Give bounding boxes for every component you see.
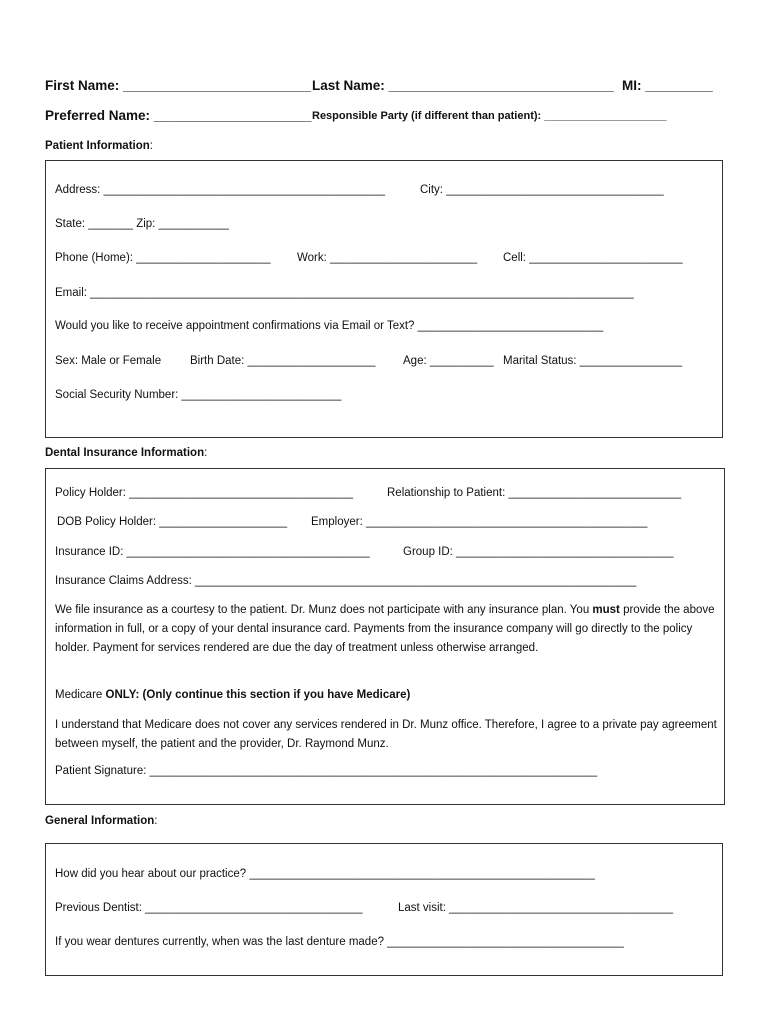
dental-info-heading-colon: : <box>204 447 208 459</box>
ssn-field[interactable]: Social Security Number: _________________________ <box>55 389 342 401</box>
hear-about-field[interactable]: How did you hear about our practice? ______________________________________________________ <box>55 868 595 880</box>
courtesy-paragraph <box>55 601 717 658</box>
age-field[interactable]: Age: __________ <box>403 355 494 367</box>
city-field[interactable]: City: __________________________________ <box>420 184 664 196</box>
group-id-field[interactable]: Group ID: __________________________________ <box>403 546 674 558</box>
dentures-field[interactable]: If you wear dentures currently, when was the last denture made? _____________________________________ <box>55 936 624 948</box>
mi-field[interactable]: MI: _________ <box>622 78 713 93</box>
general-info-heading <box>45 815 157 827</box>
responsible-party-field[interactable]: Responsible Party (if different than patient): ____________________ <box>312 110 667 122</box>
birth-date-field[interactable]: Birth Date: ____________________ <box>190 355 376 367</box>
first-name-field[interactable]: First Name: _________________________ <box>45 78 311 93</box>
work-phone-field[interactable]: Work: _______________________ <box>297 252 478 264</box>
dob-policy-holder-field[interactable]: DOB Policy Holder: ____________________ <box>57 516 288 528</box>
patient-info-heading-colon: : <box>149 140 153 152</box>
claims-address-field[interactable]: Insurance Claims Address: _____________________________________________________________________ <box>55 575 637 587</box>
general-info-heading-text: General Information <box>45 815 155 827</box>
medicare-heading <box>55 689 410 701</box>
last-name-field[interactable]: Last Name: ______________________________ <box>312 78 614 93</box>
courtesy-must: must <box>592 604 620 616</box>
medicare-paragraph: I understand that Medicare does not cover any services rendered in Dr. Munz office. Therefore, I agree to a private pay agreement between myself, the patient and the provider, Dr. Raymond Munz. <box>55 719 717 750</box>
dental-info-heading <box>45 447 207 459</box>
courtesy-text-2: provide the above information in full, or a copy of your dental insurance card. Payments from the insurance company will go directly to the policy holder. Payment for services rendered are due the day of treatment unless otherwise arranged. <box>55 604 715 654</box>
marital-status-field[interactable]: Marital Status: ________________ <box>503 355 683 367</box>
preferred-name-field[interactable]: Preferred Name: _____________________ <box>45 108 312 123</box>
relationship-field[interactable]: Relationship to Patient: ___________________________ <box>387 487 682 499</box>
medicare-only-note: ONLY: (Only continue this section if you have Medicare) <box>105 689 411 701</box>
insurance-id-field[interactable]: Insurance ID: ______________________________________ <box>55 546 370 558</box>
patient-signature-field[interactable]: Patient Signature: ______________________________________________________________________ <box>55 765 598 777</box>
general-info-heading-colon: : <box>154 815 158 827</box>
previous-dentist-field[interactable]: Previous Dentist: __________________________________ <box>55 902 363 914</box>
dental-info-heading-text: Dental Insurance Information <box>45 447 205 459</box>
address-field[interactable]: Address: ____________________________________________ <box>55 184 385 196</box>
confirmations-field[interactable]: Would you like to receive appointment confirmations via Email or Text? _____________________________ <box>55 320 604 332</box>
courtesy-text-1: We file insurance as a courtesy to the patient. Dr. Munz does not participate with any insurance plan. You <box>55 604 593 616</box>
employer-field[interactable]: Employer: ____________________________________________ <box>311 516 648 528</box>
cell-phone-field[interactable]: Cell: ________________________ <box>503 252 683 264</box>
patient-info-heading <box>45 140 153 152</box>
policy-holder-field[interactable]: Policy Holder: ___________________________________ <box>55 487 353 499</box>
patient-info-heading-text: Patient Information <box>45 140 150 152</box>
medicare-label: Medicare <box>55 689 106 701</box>
sex-field[interactable]: Sex: Male or Female <box>55 355 162 367</box>
last-visit-field[interactable]: Last visit: ___________________________________ <box>398 902 673 914</box>
email-field[interactable]: Email: _____________________________________________________________________________________ <box>55 287 634 299</box>
state-zip-field[interactable]: State: _______ Zip: ___________ <box>55 218 229 230</box>
phone-home-field[interactable]: Phone (Home): _____________________ <box>55 252 271 264</box>
